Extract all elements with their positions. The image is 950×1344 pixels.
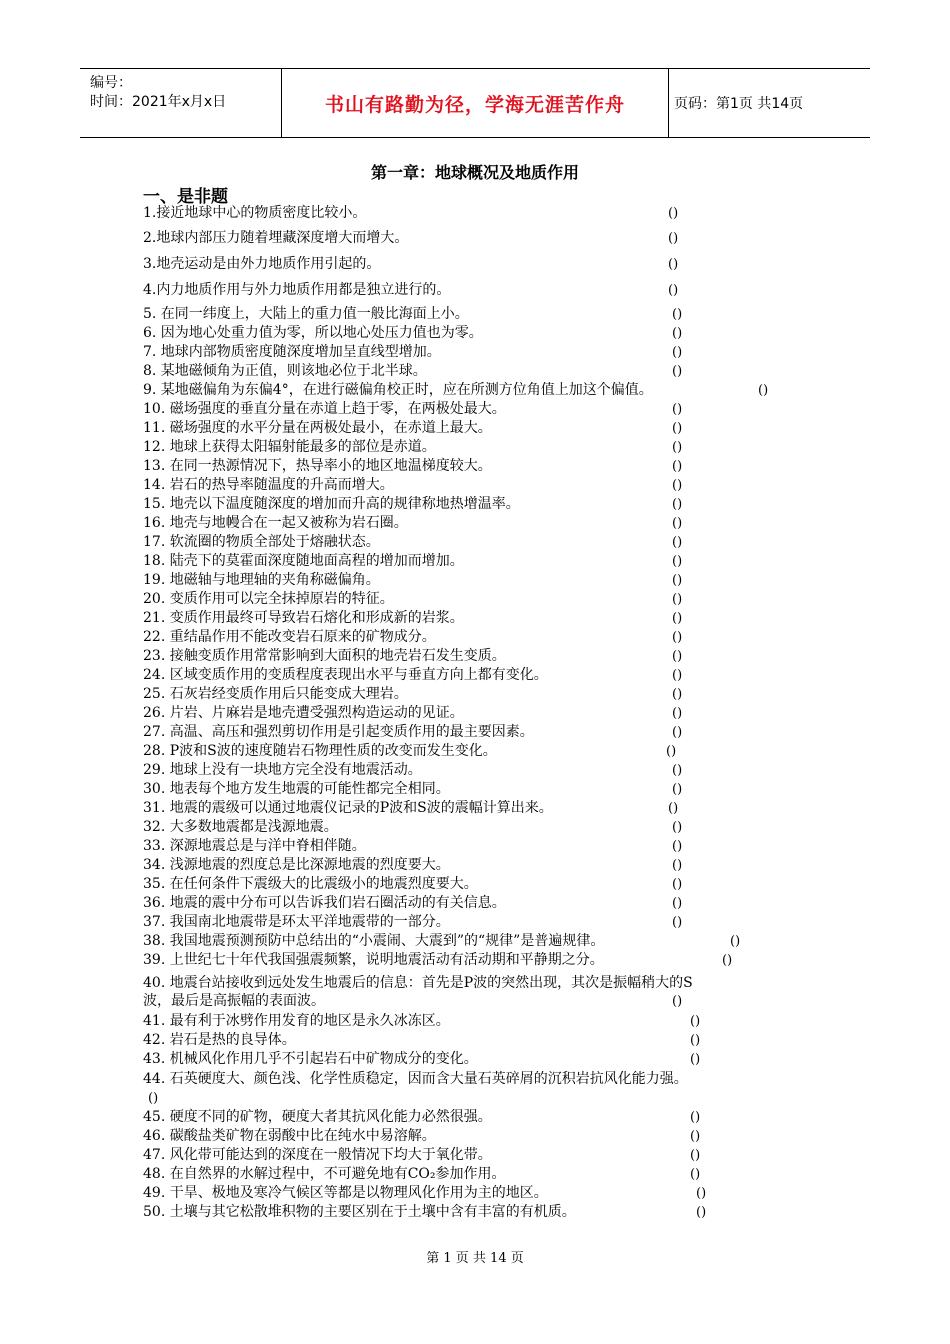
- answer-bracket[interactable]: (): [672, 611, 683, 626]
- question-item: 49. 干旱、极地及寒冷气候区等都是以物理风化作用为主的地区。: [143, 1185, 548, 1201]
- question-item: 2.地球内部压力随着埋藏深度增大而增大。: [143, 230, 409, 246]
- question-item: 21. 变质作用最终可导致岩石熔化和形成新的岩浆。: [143, 610, 464, 626]
- question-item: 26. 片岩、片麻岩是地壳遭受强烈构造运动的见证。: [143, 705, 464, 721]
- answer-bracket[interactable]: (): [672, 725, 683, 740]
- answer-bracket[interactable]: (): [672, 706, 683, 721]
- answer-bracket[interactable]: (): [690, 1052, 701, 1067]
- question-item: 31. 地震的震级可以通过地震仪记录的P波和S波的震幅计算出来。: [143, 800, 553, 816]
- answer-bracket[interactable]: (): [758, 383, 769, 398]
- page-info: 页码：第1页 共14页: [674, 96, 804, 112]
- question-item: 29. 地球上没有一块地方完全没有地震活动。: [143, 762, 422, 778]
- question-item: 47. 风化带可能达到的深度在一般情况下均大于氧化带。: [143, 1147, 492, 1163]
- question-item: 35. 在任何条件下震级大的比震级小的地震烈度要大。: [143, 876, 478, 892]
- answer-bracket[interactable]: (): [672, 839, 683, 854]
- answer-bracket[interactable]: (): [666, 744, 677, 759]
- answer-bracket[interactable]: (): [696, 1186, 707, 1201]
- answer-bracket[interactable]: (): [690, 1033, 701, 1048]
- question-item: 45. 硬度不同的矿物，硬度大者其抗风化能力必然很强。: [143, 1109, 492, 1125]
- answer-bracket[interactable]: (): [672, 440, 683, 455]
- answer-bracket[interactable]: (): [672, 687, 683, 702]
- answer-bracket[interactable]: (): [672, 763, 683, 778]
- answer-bracket[interactable]: (): [672, 535, 683, 550]
- question-item: 34. 浅源地震的烈度总是比深源地震的烈度要大。: [143, 857, 450, 873]
- question-item: 10. 磁场强度的垂直分量在赤道上趋于零，在两极处最大。: [143, 401, 506, 417]
- header-left-cell: [80, 69, 280, 137]
- question-item: 8. 某地磁倾角为正值，则该地必位于北半球。: [143, 363, 427, 379]
- chapter-title: 第一章：地球概况及地质作用: [370, 163, 579, 182]
- answer-bracket[interactable]: (): [672, 915, 683, 930]
- answer-bracket[interactable]: (): [668, 206, 679, 221]
- question-item: 22. 重结晶作用不能改变岩石原来的矿物成分。: [143, 629, 436, 645]
- answer-bracket[interactable]: (): [690, 1167, 701, 1182]
- answer-bracket[interactable]: (): [148, 1091, 159, 1106]
- question-item: 42. 岩石是热的良导体。: [143, 1032, 296, 1048]
- answer-bracket[interactable]: (): [672, 858, 683, 873]
- question-item: 46. 碳酸盐类矿物在弱酸中比在纯水中易溶解。: [143, 1128, 436, 1144]
- answer-bracket[interactable]: (): [722, 953, 733, 968]
- question-item: 32. 大多数地震都是浅源地震。: [143, 819, 338, 835]
- answer-bracket[interactable]: (): [672, 478, 683, 493]
- question-item: 48. 在自然界的水解过程中，不可避免地有CO₂参加作用。: [143, 1166, 506, 1182]
- question-item: 28. P波和S波的速度随岩石物理性质的改变而发生变化。: [143, 743, 497, 759]
- answer-bracket[interactable]: (): [690, 1129, 701, 1144]
- question-item: 4.内力地质作用与外力地质作用都是独立进行的。: [143, 282, 451, 298]
- section-heading: 一、是非题: [143, 187, 228, 207]
- question-item: 1.接近地球中心的物质密度比较小。: [143, 205, 367, 221]
- answer-bracket[interactable]: (): [672, 896, 683, 911]
- answer-bracket[interactable]: (): [690, 1014, 701, 1029]
- answer-bracket[interactable]: (): [672, 516, 683, 531]
- question-item: 43. 机械风化作用几乎不引起岩石中矿物成分的变化。: [143, 1051, 478, 1067]
- answer-bracket[interactable]: (): [672, 402, 683, 417]
- question-item: 17. 软流圈的物质全部处于熔融状态。: [143, 534, 380, 550]
- question-item: 14. 岩石的热导率随温度的升高而增大。: [143, 477, 394, 493]
- answer-bracket[interactable]: (): [672, 630, 683, 645]
- question-item: 44. 石英硬度大、颜色浅、化学性质稳定，因而含大量石英碎屑的沉积岩抗风化能力强。: [143, 1071, 688, 1087]
- answer-bracket[interactable]: (): [672, 345, 683, 360]
- question-item: 39. 上世纪七十年代我国强震频繁，说明地震活动有活动期和平静期之分。: [143, 952, 604, 968]
- question-item: 波，最后是高振幅的表面波。: [143, 993, 325, 1009]
- answer-bracket[interactable]: (): [672, 364, 683, 379]
- question-item: 15. 地壳以下温度随深度的增加而升高的规律称地热增温率。: [143, 496, 520, 512]
- header-page-cell: [668, 69, 870, 137]
- question-item: 40. 地震台站接收到远处发生地震后的信息：首先是P波的突然出现，其次是振幅稍大的S: [143, 975, 693, 991]
- answer-bracket[interactable]: (): [672, 592, 683, 607]
- question-item: 33. 深源地震总是与洋中脊相伴随。: [143, 838, 366, 854]
- answer-bracket[interactable]: (): [672, 782, 683, 797]
- answer-bracket[interactable]: (): [672, 573, 683, 588]
- answer-bracket[interactable]: (): [690, 1148, 701, 1163]
- question-item: 23. 接触变质作用常常影响到大面积的地壳岩石发生变质。: [143, 648, 506, 664]
- question-item: 20. 变质作用可以完全抹掉原岩的特征。: [143, 591, 394, 607]
- answer-bracket[interactable]: (): [672, 421, 683, 436]
- answer-bracket[interactable]: (): [672, 649, 683, 664]
- answer-bracket[interactable]: (): [668, 231, 679, 246]
- question-item: 9. 某地磁偏角为东偏4°，在进行磁偏角校正时，应在所测方位角值上加这个偏值。: [143, 382, 653, 398]
- answer-bracket[interactable]: (): [672, 326, 683, 341]
- question-item: 19. 地磁轴与地理轴的夹角称磁偏角。: [143, 572, 380, 588]
- answer-bracket[interactable]: (): [672, 307, 683, 322]
- answer-bracket[interactable]: (): [672, 994, 683, 1009]
- page-footer: 第 1 页 共 14 页: [426, 1251, 524, 1266]
- question-item: 11. 磁场强度的水平分量在两极处最小，在赤道上最大。: [143, 420, 492, 436]
- question-item: 38. 我国地震预测预防中总结出的“小震闹、大震到”的“规律”是普遍规律。: [143, 933, 605, 949]
- question-item: 41. 最有利于冰劈作用发育的地区是永久冰冻区。: [143, 1013, 450, 1029]
- question-item: 7. 地球内部物质密度随深度增加呈直线型增加。: [143, 344, 441, 360]
- question-item: 25. 石灰岩经变质作用后只能变成大理岩。: [143, 686, 408, 702]
- question-item: 37. 我国南北地震带是环太平洋地震带的一部分。: [143, 914, 450, 930]
- answer-bracket[interactable]: (): [696, 1205, 707, 1220]
- question-item: 6. 因为地心处重力值为零，所以地心处压力值也为零。: [143, 325, 483, 341]
- answer-bracket[interactable]: (): [690, 1110, 701, 1125]
- question-item: 24. 区域变质作用的变质程度表现出水平与垂直方向上都有变化。: [143, 667, 548, 683]
- answer-bracket[interactable]: (): [672, 497, 683, 512]
- answer-bracket[interactable]: (): [668, 257, 679, 272]
- question-item: 27. 高温、高压和强烈剪切作用是引起变质作用的最主要因素。: [143, 724, 534, 740]
- answer-bracket[interactable]: (): [672, 554, 683, 569]
- motto: 书山有路勤为径，学海无涯苦作舟: [324, 93, 625, 116]
- answer-bracket[interactable]: (): [672, 668, 683, 683]
- question-item: 16. 地壳与地幔合在一起又被称为岩石圈。: [143, 515, 408, 531]
- question-item: 13. 在同一热源情况下，热导率小的地区地温梯度较大。: [143, 458, 492, 474]
- answer-bracket[interactable]: (): [668, 283, 679, 298]
- question-item: 5. 在同一纬度上，大陆上的重力值一般比海面上小。: [143, 306, 469, 322]
- question-item: 30. 地表每个地方发生地震的可能性都完全相同。: [143, 781, 450, 797]
- answer-bracket[interactable]: (): [668, 801, 679, 816]
- question-item: 12. 地球上获得太阳辐射能最多的部位是赤道。: [143, 439, 436, 455]
- question-item: 36. 地震的震中分布可以告诉我们岩石圈活动的有关信息。: [143, 895, 506, 911]
- document-header: [80, 68, 870, 138]
- question-item: 50. 土壤与其它松散堆积物的主要区别在于土壤中含有丰富的有机质。: [143, 1204, 576, 1220]
- serial-label: 编号：: [90, 75, 132, 91]
- date-line: 时间：2021年x月x日: [90, 94, 227, 110]
- answer-bracket[interactable]: (): [672, 820, 683, 835]
- answer-bracket[interactable]: (): [672, 877, 683, 892]
- question-item: 18. 陆壳下的莫霍面深度随地面高程的增加而增加。: [143, 553, 464, 569]
- question-item: 3.地壳运动是由外力地质作用引起的。: [143, 256, 381, 272]
- header-motto-cell: [281, 69, 669, 137]
- answer-bracket[interactable]: (): [730, 934, 741, 949]
- answer-bracket[interactable]: (): [672, 459, 683, 474]
